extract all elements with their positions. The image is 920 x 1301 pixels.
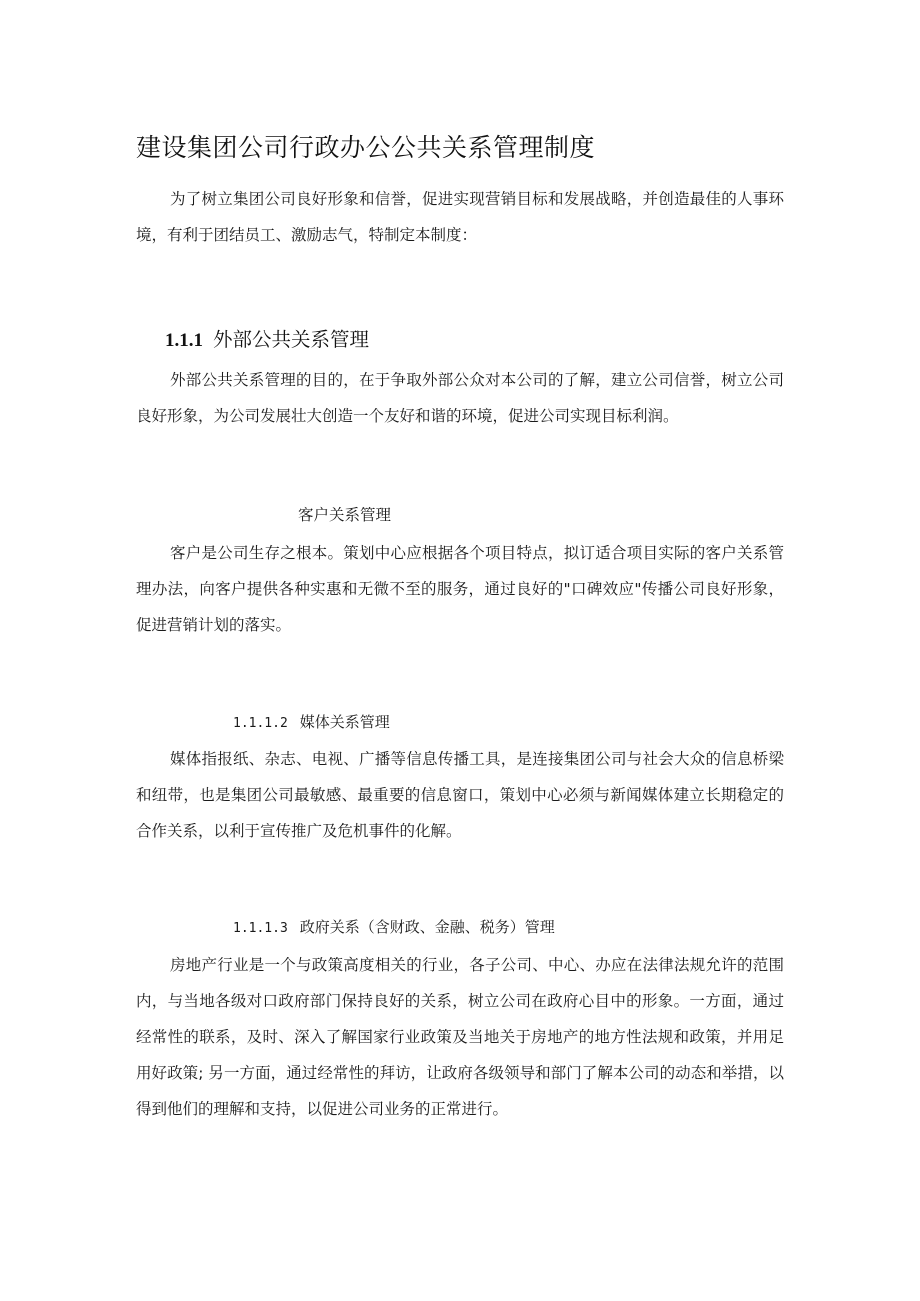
section-number: 1.1.1 bbox=[165, 330, 203, 351]
section-heading-customer-relations: 客户关系管理 bbox=[298, 506, 392, 524]
section-paragraph-external-pr: 外部公共关系管理的目的，在于争取外部公众对本公司的了解，建立公司信誉，树立公司良好形象，为公司发展壮大创造一个友好和谐的环境，促进公司实现目标利润。 bbox=[136, 371, 784, 425]
section-paragraph-government-relations: 房地产行业是一个与政策高度相关的行业，各子公司、中心、办应在法律法规允许的范围内，与当地各级对口政府部门保持良好的关系，树立公司在政府心目中的形象。一方面，通过经常性的联系，及时、深入了解国家行业政策及当地关于房地产的地方性法规和政策，并用足用好政策; 另一方面，通过经常性的拜访，让政府各级领导和部门了解本公司的动态和举措，以得到他们的理解和支持，以促进公司业务的正常进行。 bbox=[136, 956, 784, 1118]
section-heading-government-relations bbox=[233, 916, 555, 937]
section-number: 1.1.1.2 bbox=[233, 716, 288, 731]
section-paragraph-media-relations: 媒体指报纸、杂志、电视、广播等信息传播工具，是连接集团公司与社会大众的信息桥梁和纽带，也是集团公司最敏感、最重要的信息窗口，策划中心必须与新闻媒体建立长期稳定的合作关系，以利于宣传推广及危机事件的化解。 bbox=[136, 750, 784, 840]
section-heading-text: 政府关系（含财政、金融、税务）管理 bbox=[299, 918, 555, 936]
section-heading-external-pr bbox=[165, 324, 369, 352]
section-heading-text: 媒体关系管理 bbox=[299, 713, 390, 731]
section-heading-text: 外部公共关系管理 bbox=[213, 328, 370, 351]
document-title: 建设集团公司行政办公公共关系管理制度 bbox=[136, 133, 596, 162]
intro-paragraph: 为了树立集团公司良好形象和信誉，促进实现营销目标和发展战略，并创造最佳的人事环境，有利于团结员工、激励志气，特制定本制度： bbox=[136, 190, 784, 244]
section-paragraph-customer-relations: 客户是公司生存之根本。策划中心应根据各个项目特点，拟订适合项目实际的客户关系管理办法，向客户提供各种实惠和无微不至的服务，通过良好的"口碑效应"传播公司良好形象，促进营销计划的落实。 bbox=[136, 544, 784, 634]
section-heading-media-relations bbox=[233, 711, 390, 732]
section-number: 1.1.1.3 bbox=[233, 921, 288, 936]
